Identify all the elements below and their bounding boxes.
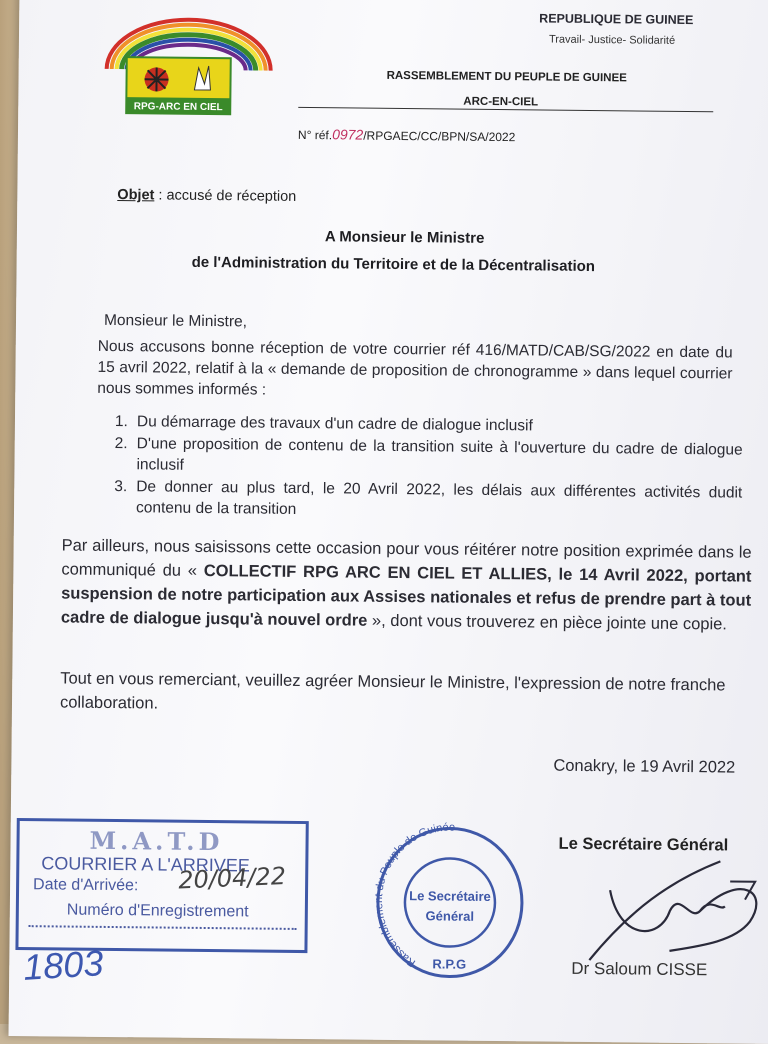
subject-label: Objet [117, 187, 155, 204]
addressee-line-1: A Monsieur le Ministre [324, 228, 485, 247]
reference-number: 0972 [332, 126, 364, 143]
party-name: RASSEMBLEMENT DU PEUPLE DE GUINEE [386, 69, 627, 85]
stamp-date-label: Date d'Arrivée: [33, 876, 139, 895]
stamp-dotted-line [29, 925, 297, 930]
handwritten-registration-number: 1803 [22, 942, 105, 988]
subject-text: accusé de réception [166, 187, 297, 205]
stamp-org: M.A.T.D [89, 825, 224, 857]
logo-text: RPG-ARC EN CIEL [133, 101, 223, 114]
paragraph-2: Par ailleurs, nous saisissons cette occasion pour vous réitérer notre position exprimée dans le communiqué du « COLLECTIF RPG ARC EN CIEL ET ALLIES, le 14 Avril 2022, portant suspension de notre participation aux Assises nationales et refus de prendre part à tout cadre de dialogue jusqu'à nouvel ordre », dont vous trouverez en pièce jointe une copie. [60, 536, 752, 634]
seal-bottom-text: R.P.G [432, 956, 467, 972]
subject-line: Objet : accusé de réception [117, 187, 297, 205]
place-date: Conakry, le 19 Avril 2022 [553, 756, 736, 777]
stamp-registration-label: Numéro d'Enregistrement [66, 901, 249, 921]
addressee-line-2: de l'Administration du Territoire et de la Décentralisation [191, 253, 596, 276]
reference-suffix: /RPGAEC/CC/BPN/SA/2022 [363, 128, 516, 145]
handwritten-arrival-date: 20/04/22 [177, 862, 287, 895]
seal-ring-text: Rassemblement du Peuple de Guinée [372, 821, 456, 969]
rpg-logo [98, 9, 279, 121]
seal-center-line-2: Général [425, 908, 475, 924]
letter-page [9, 0, 768, 1044]
signatory-name: Dr Saloum CISSE [571, 958, 708, 980]
list-item: 1. Du démarrage des travaux d'un cadre de dialogue inclusif [114, 413, 533, 435]
numbered-list [114, 411, 743, 526]
republic-heading: REPUBLIQUE DE GUINEE [539, 11, 694, 28]
list-item: 3. De donner au plus tard, le 20 Avril 2022, les délais aux différentes activités dudit contenu de la transition [114, 478, 743, 518]
reference-prefix: N° réf. [297, 127, 333, 143]
signatory-title: Le Secrétaire Général [558, 834, 729, 855]
communique-reference: COLLECTIF RPG ARC EN CIEL ET ALLIES, le 14 Avril 2022, portant suspension de notre participation aux Assises nationales et refus de prendre part à tout cadre de dialogue jusqu'à nouvel ordre [60, 561, 752, 630]
reference-line [298, 126, 516, 144]
salutation: Monsieur le Ministre, [103, 311, 248, 331]
party-seal-stamp [369, 820, 531, 992]
handwritten-signature [549, 850, 768, 972]
party-short-name: ARC-EN-CIEL [463, 95, 539, 109]
republic-motto: Travail- Justice- Solidarité [548, 33, 676, 47]
paragraph-3: Tout en vous remerciant, veuillez agréer Monsieur le Ministre, l'expression de notre franche collaboration. [59, 669, 726, 713]
seal-center-line-1: Le Secrétaire [409, 888, 491, 904]
paragraph-1: Nous accusons bonne réception de votre courrier réf 416/MATD/CAB/SG/2022 en date du 15 avril 2022, relatif à la « demande de proposition de chronogramme » dans lequel courrier nous sommes informés : [97, 337, 733, 399]
list-item: 2. D'une proposition de contenu de la transition suite à l'ouverture du cadre de dialogue inclusif [114, 435, 743, 474]
stamp-title: COURRIER A L'ARRIVEE [41, 853, 250, 876]
